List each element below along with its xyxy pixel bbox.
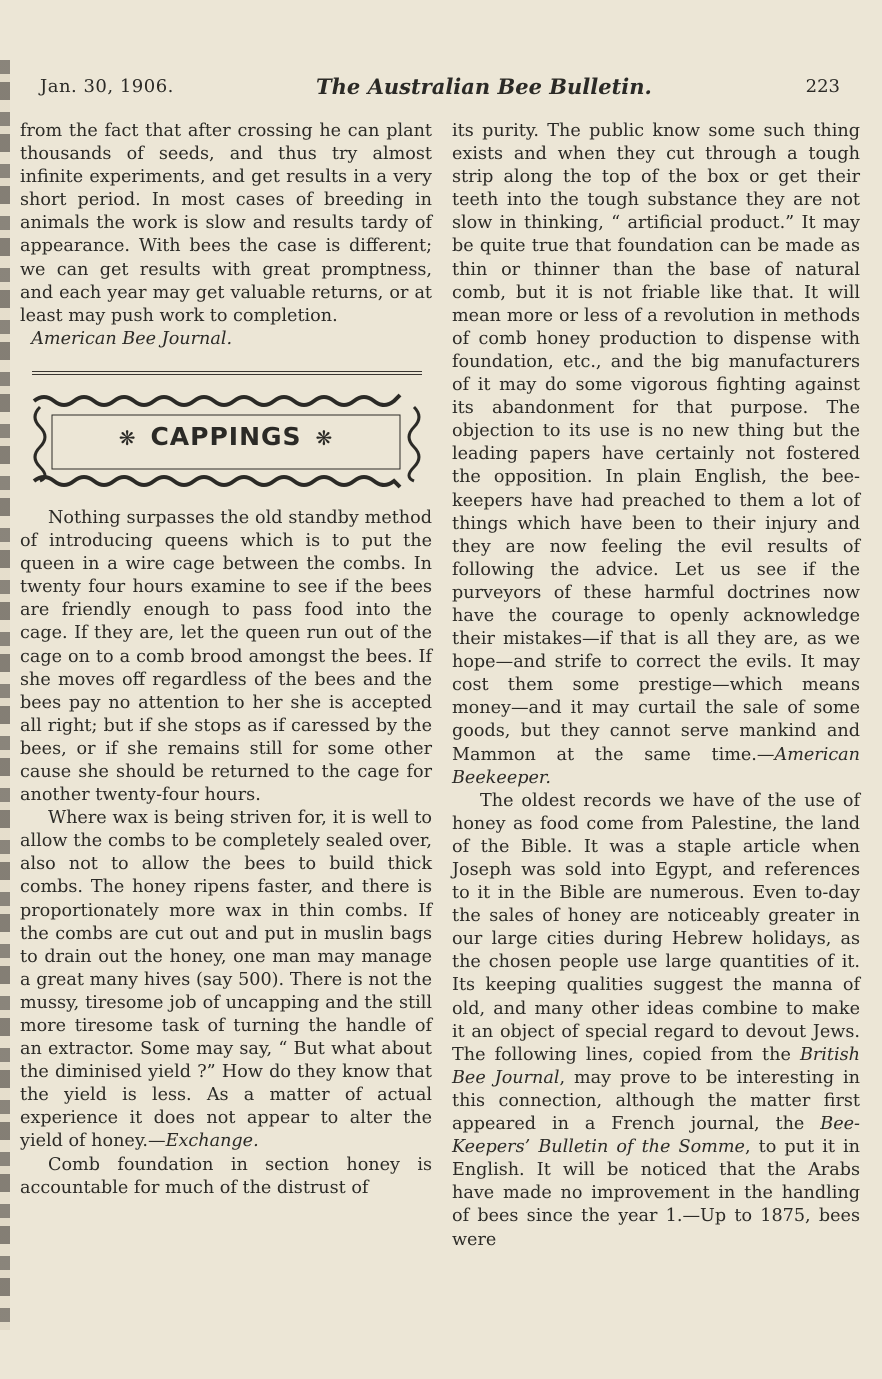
source-citation: British Bee Journal bbox=[452, 1044, 860, 1088]
source-citation: American Beekeeper. bbox=[452, 744, 860, 788]
journal-title: The Australian Bee Bulletin. bbox=[316, 74, 652, 99]
paragraph: The oldest records we have of the use of honey as food come from Palestine, the land of the Bible. It was a staple article when Joseph was sold into Egypt, and references to it in the Bible are numerous. Even to-day the sales of honey are noticeably greater in our large cities during Hebrew holidays, as the chosen people use large quantities of it. Its keeping qualities suggest the manna of old, and many other ideas combine to make it an object of special regard to devout Jews. The following lines, copied from the British Bee Journal, may prove to be interesting in this connection, although the matter first appeared in a French journal, the Bee-Keepers’ Bulletin of the Somme, to put it in English. It will be noticed that the Arabs have made no improvement in the handling of bees since the year 1.—Up to 1875, bees were bbox=[452, 790, 860, 1250]
left-column bbox=[20, 120, 432, 1200]
source-citation: Bee-Keepers’ Bulletin of the Somme bbox=[452, 1114, 860, 1158]
paragraph: from the fact that after crossing he can plant thousands of seeds, and thus try almost infinite experiments, and get results in a very short period. In most cases of breeding in animals the work is slow and results tardy of appearance. With bees the case is different; we can get results with great promptness, and each year may get valuable returns, or at least may push work to completion. American Bee Journal. bbox=[20, 121, 432, 349]
running-header bbox=[40, 76, 840, 100]
paragraph: its purity. The public know some such thing exists and when they cut through a tough strip along the top of the box or get their teeth into the tough substance they are not slow in thinking, “ artificial product.” It may be quite true that foundation can be made as thin or thinner than the base of natural comb, but it is not friable like that. It will mean more or less of a revolution in methods of comb honey production to dispense with foundation, etc., and the big manufacturers of it may do some vigorous fighting against its abandonment for that purpose. The objection to its use is no new thing but the leading papers have certainly not fostered the opposition. In plain English, the bee-keepers have had preached to them a lot of things which have been to their injury and they are now feeling the evil results of following the advice. Let us see if the purveyors of these harmful doctrines now have the courage to openly acknowledge their mistakes—if that is all they are, as we hope—and strife to correct the evils. It may cost them some prestige—which means money—and it may curtail the sale of some goods, but they cannot serve mankind and Mammon at the same time.—American Beekeeper. bbox=[452, 121, 860, 788]
flower-ornament-icon: ❋ bbox=[118, 425, 137, 450]
page-number: 223 bbox=[805, 76, 840, 97]
section-title: ❋ CAPPINGS ❋ bbox=[118, 421, 334, 451]
section-divider bbox=[32, 371, 422, 375]
paragraph: Where wax is being striven for, it is well to allow the combs to be completely sealed over, also not to allow the bees to build thick combs. The honey ripens faster, and there is proportionately more wax in thin combs. If the combs are cut out and put in muslin bags to drain out the honey, one man may manage a great many hives (say 500). There is not the mussy, tiresome job of uncapping and the still more tiresome task of turning the handle of an extractor. Some may say, “ But what about the diminised yield ?” How do they know that the yield is less. As a matter of actual experience it does not appear to alter the yield of honey.—Exchange. bbox=[20, 808, 432, 1152]
source-citation: Exchange. bbox=[165, 1131, 259, 1152]
issue-date: Jan. 30, 1906. bbox=[40, 76, 174, 97]
cappings-heading-box bbox=[20, 385, 432, 497]
paragraph: Comb foundation in section honey is accountable for much of the distrust of bbox=[20, 1154, 432, 1198]
source-citation: American Bee Journal. bbox=[31, 328, 233, 349]
flower-ornament-icon: ❋ bbox=[315, 425, 334, 450]
paragraph: Nothing surpasses the old standby method of introducing queens which is to put the queen in a wire cage between the combs. In twenty four hours examine to see if the bees are friendly enough to pass food into the cage. If they are, let the queen run out of the cage on to a comb brood amongst the bees. If she moves off regardless of the bees and the bees pay no attention to her she is accepted all right; but if she stops as if caressed by the bees, or if she remains still for some other cause she should be returned to the cage for another twenty-four hours. bbox=[20, 507, 432, 806]
torn-page-edge bbox=[0, 60, 10, 1330]
right-column bbox=[452, 120, 860, 1252]
